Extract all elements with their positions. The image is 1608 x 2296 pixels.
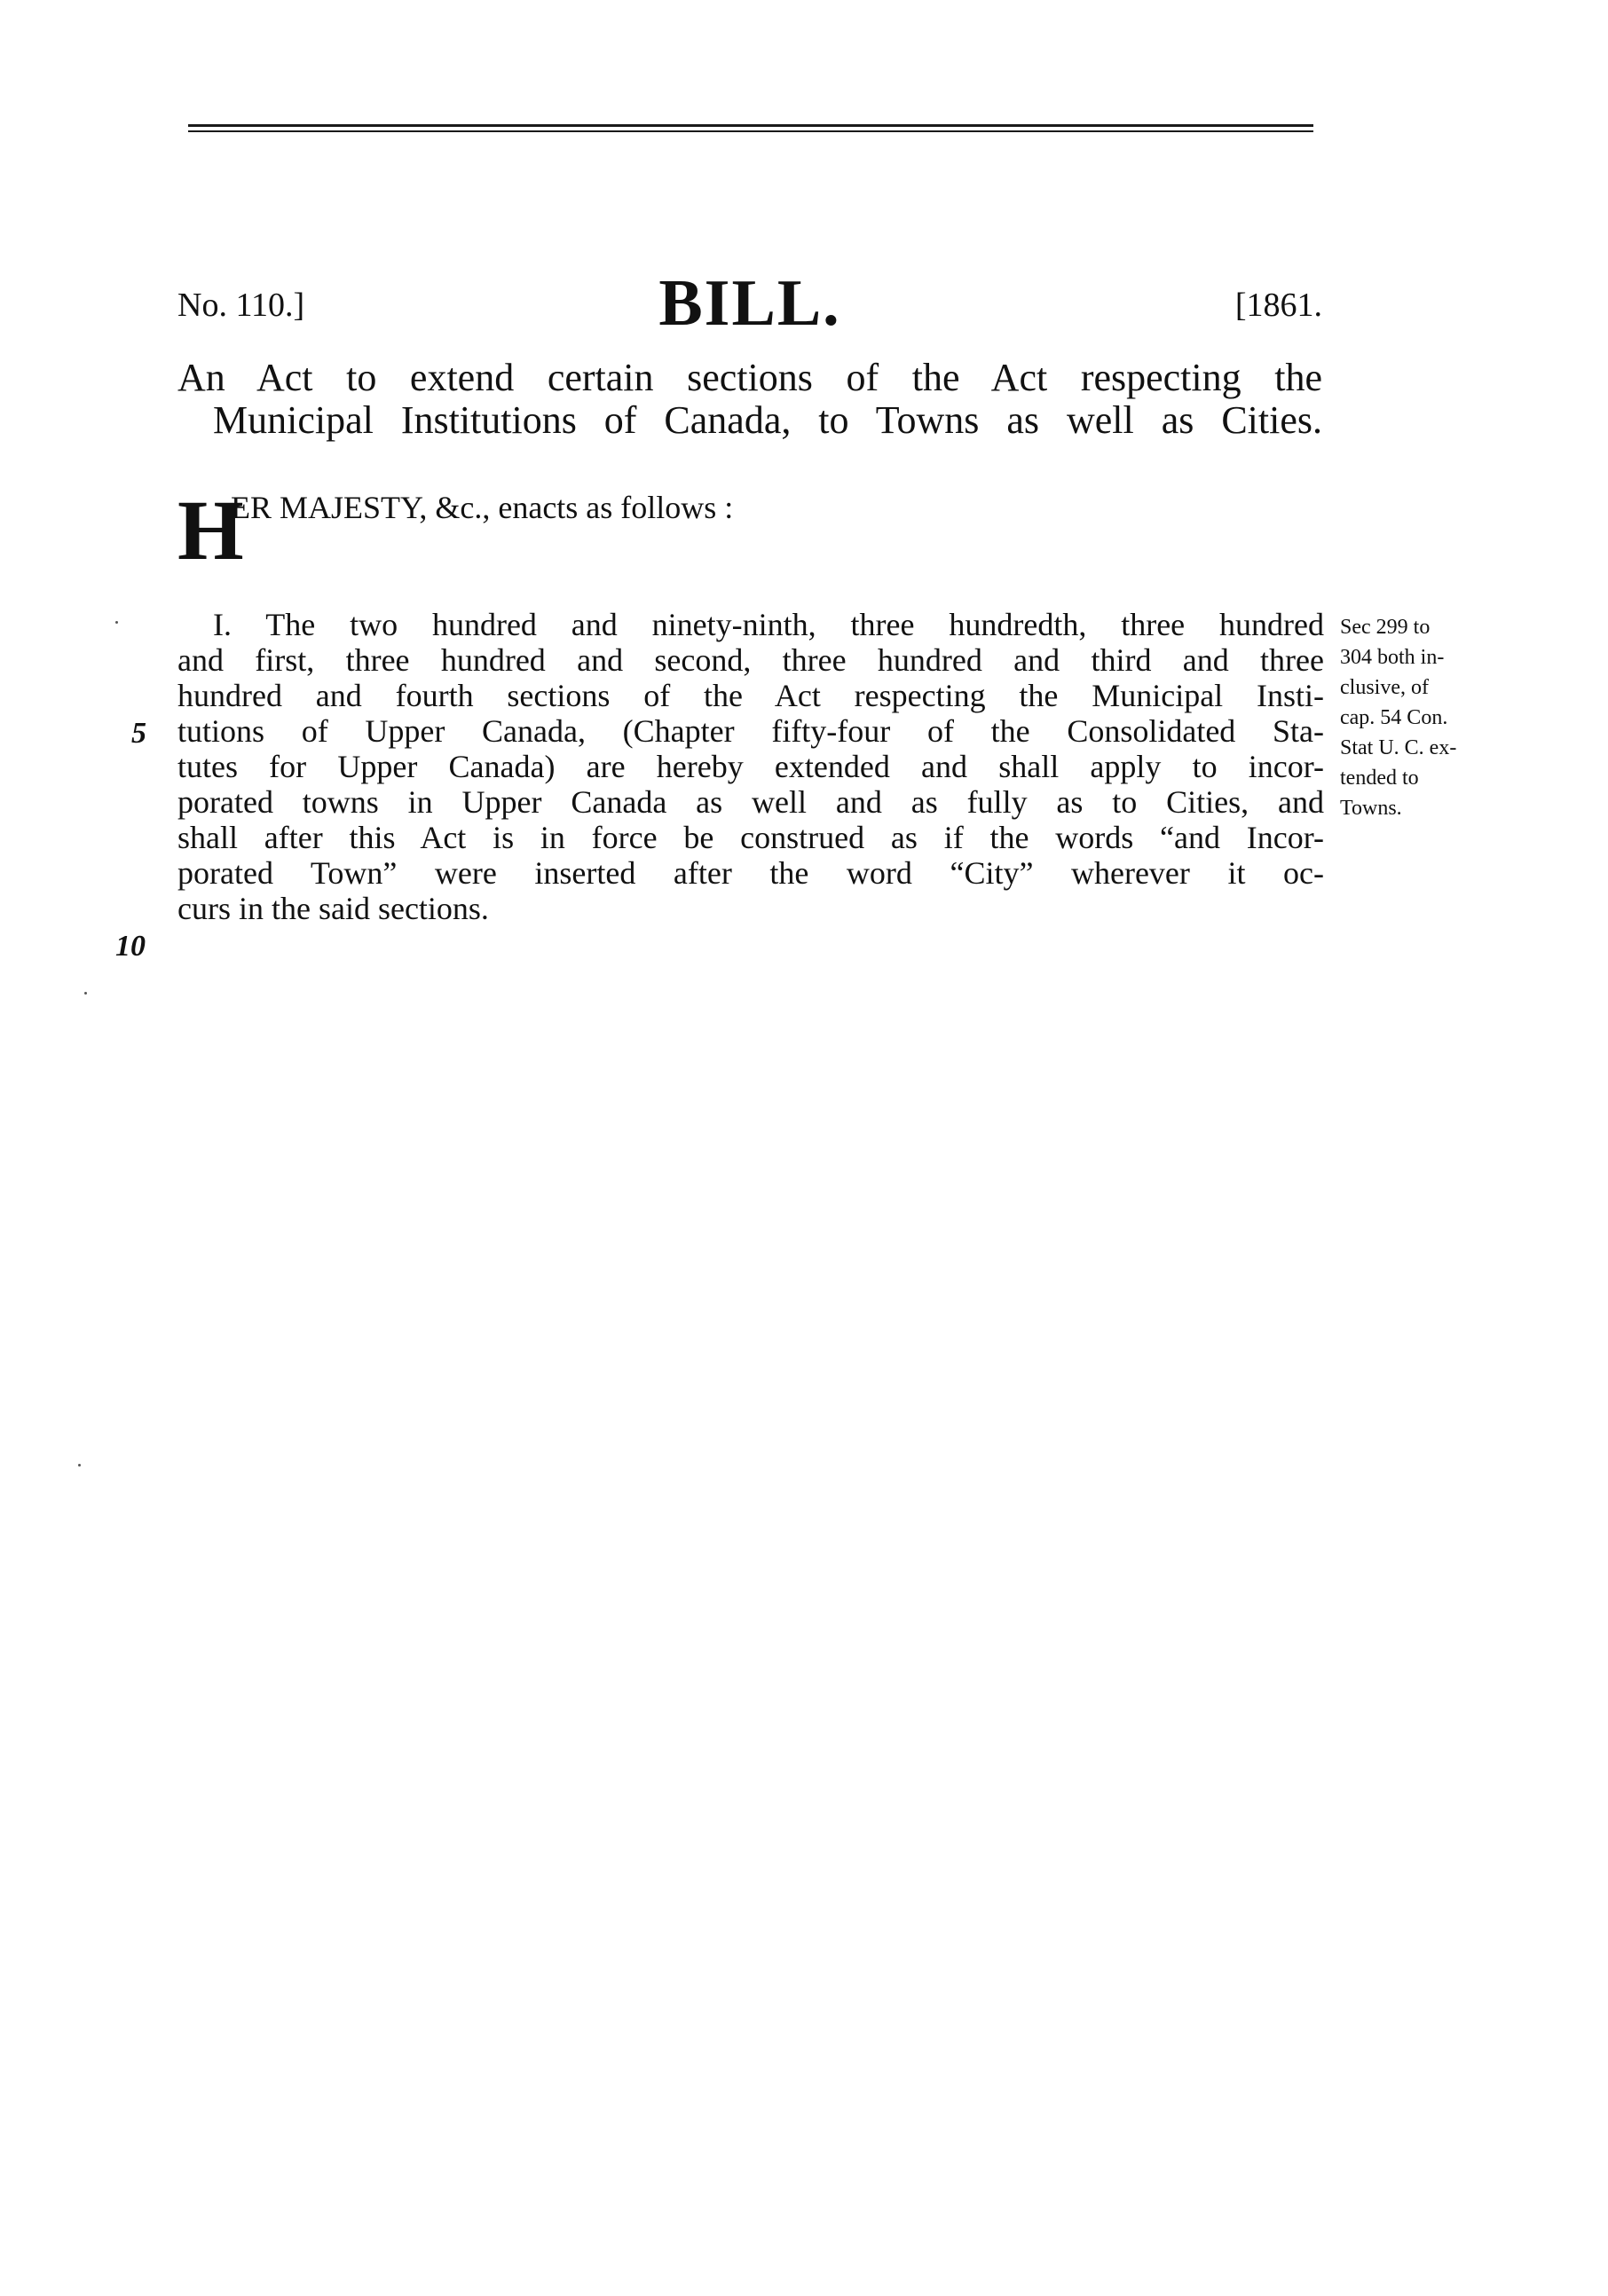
line-number-10: 10 [115,930,146,963]
enacting-clause-text: ER MAJESTY, &c., enacts as follows : [231,490,734,525]
marginal-note-line: Towns. [1340,797,1402,820]
section-line: tutions of Upper Canada, (Chapter fifty-four of the Consolidated Sta- [177,713,1324,749]
marginal-note-line: Sec 299 to [1340,616,1431,639]
section-line: porated towns in Upper Canada as well and as fully as to Cities, and [177,784,1324,820]
enacting-clause [177,483,1065,578]
section-line: tutes for Upper Canada) are hereby extended and shall apply to incor- [177,749,1324,784]
act-title [177,357,1322,442]
marginal-note-line: cap. 54 Con. [1340,706,1448,729]
drop-cap: H [177,483,244,578]
bill-header [177,266,1322,340]
section-line: shall after this Act is in force be construed as if the words “and Incor- [177,820,1324,855]
bill-year: [1861. [1234,287,1322,324]
section-line: curs in the said sections. [177,891,489,926]
marginal-note-line: tended to [1340,767,1419,790]
paper-speck [115,621,118,624]
line-number-5: 5 [131,717,146,750]
marginal-note-line: 304 both in- [1340,646,1445,669]
marginal-note-line: Stat U. C. ex- [1340,736,1457,759]
section-1 [177,607,1324,926]
bill-title: BILL. [658,267,841,340]
paper-speck [78,1464,81,1466]
top-rule-thin [188,130,1313,132]
top-rule [188,124,1313,127]
marginal-note-line: clusive, of [1340,676,1429,699]
section-line: porated Town” were inserted after the word “City” wherever it oc- [177,855,1324,891]
section-line: hundred and fourth sections of the Act respecting the Municipal Insti- [177,678,1324,713]
paper-speck [84,992,87,995]
marginal-note [1340,612,1517,823]
act-title-line-2: Municipal Institutions of Canada, to Towns as well as Cities. [213,398,1322,442]
act-title-line-1: An Act to extend certain sections of the Act respecting the [177,356,1322,399]
bill-number: No. 110.] [177,287,305,324]
section-line: and first, three hundred and second, three hundred and third and three [177,642,1324,678]
section-line: I. The two hundred and ninety-ninth, three hundredth, three hundred [213,607,1324,642]
